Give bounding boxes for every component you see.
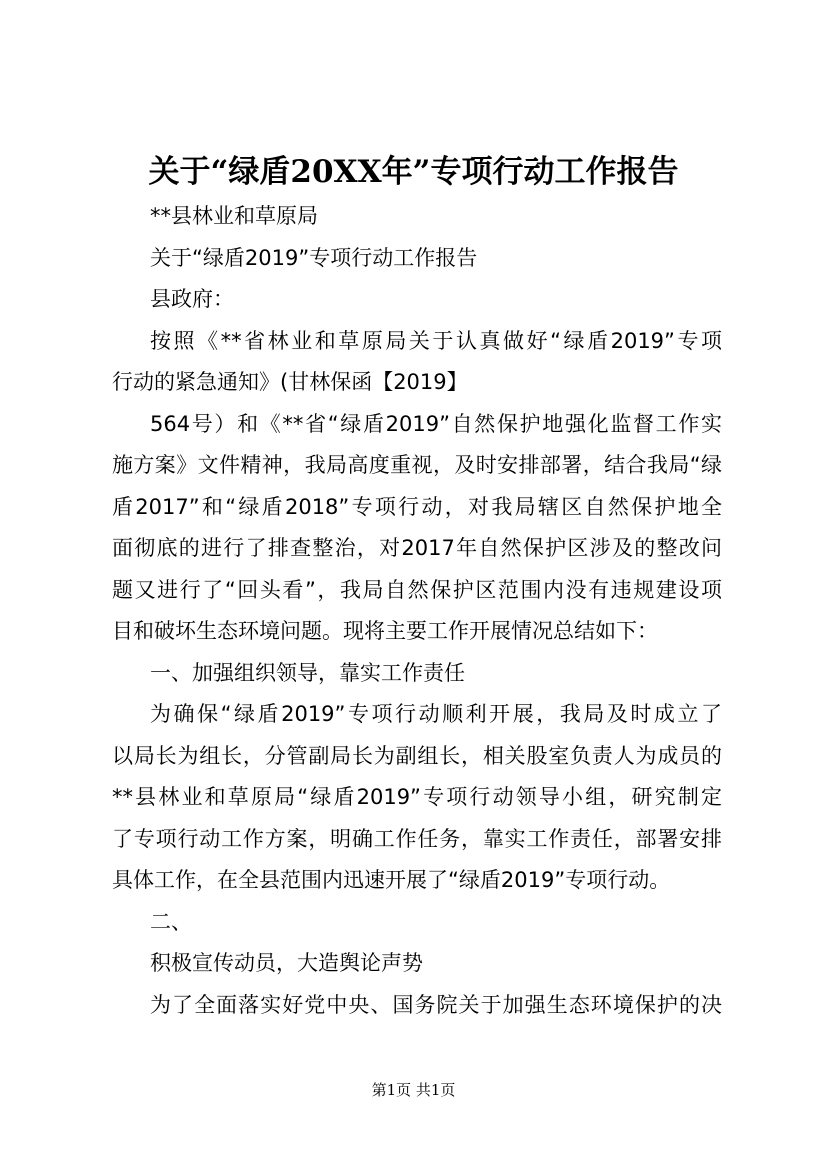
section-heading: 积极宣传动员，大造舆论声势 [150, 951, 423, 975]
text-line: **县林业和草原局 [150, 204, 318, 228]
text-line: 县政府： [150, 287, 234, 311]
text-line: 行动的紧急通知》(甘林保函【2019】 [112, 370, 468, 394]
text-line: 564号）和《**省“绿盾2019”自然保护地强化监督工作实 [150, 411, 722, 436]
text-line: 目和破坏生态环境问题。现将主要工作开展情况总结如下： [112, 619, 658, 643]
text-line: 按照《**省林业和草原局关于认真做好“绿盾2019”专项 [150, 328, 722, 353]
text-line: 为确保“绿盾2019”专项行动顺利开展，我局及时成立了 [150, 702, 722, 726]
text-line: 题又进行了“回头看”，我局自然保护区范围内没有违规建设项 [112, 577, 722, 602]
text-line: 为了全面落实好党中央、国务院关于加强生态环境保护的决 [150, 992, 722, 1017]
document-title: 关于“绿盾20XX年”专项行动工作报告 [148, 154, 679, 190]
page-number: 第1页 共1页 [371, 1081, 456, 1099]
text-line: 施方案》文件精神，我局高度重视，及时安排部署，结合我局“绿 [112, 453, 722, 477]
section-heading: 一、加强组织领导，靠实工作责任 [150, 660, 465, 685]
text-line: 具体工作，在全县范围内迅速开展了“绿盾2019”专项行动。 [112, 868, 671, 892]
section-heading: 二、 [150, 909, 192, 934]
text-line: **县林业和草原局“绿盾2019”专项行动领导小组，研究制定 [112, 785, 722, 809]
text-line: 关于“绿盾2019”专项行动工作报告 [150, 245, 478, 270]
text-line: 以局长为组长，分管副局长为副组长，相关股室负责人为成员的 [112, 743, 722, 768]
document-body [112, 196, 722, 1026]
text-line: 了专项行动工作方案，明确工作任务，靠实工作责任，部署安排 [112, 826, 722, 851]
text-line: 盾2017”和“绿盾2018”专项行动，对我局辖区自然保护地全 [112, 494, 722, 519]
text-line: 面彻底的进行了排查整治，对2017年自然保护区涉及的整改问 [112, 536, 722, 560]
